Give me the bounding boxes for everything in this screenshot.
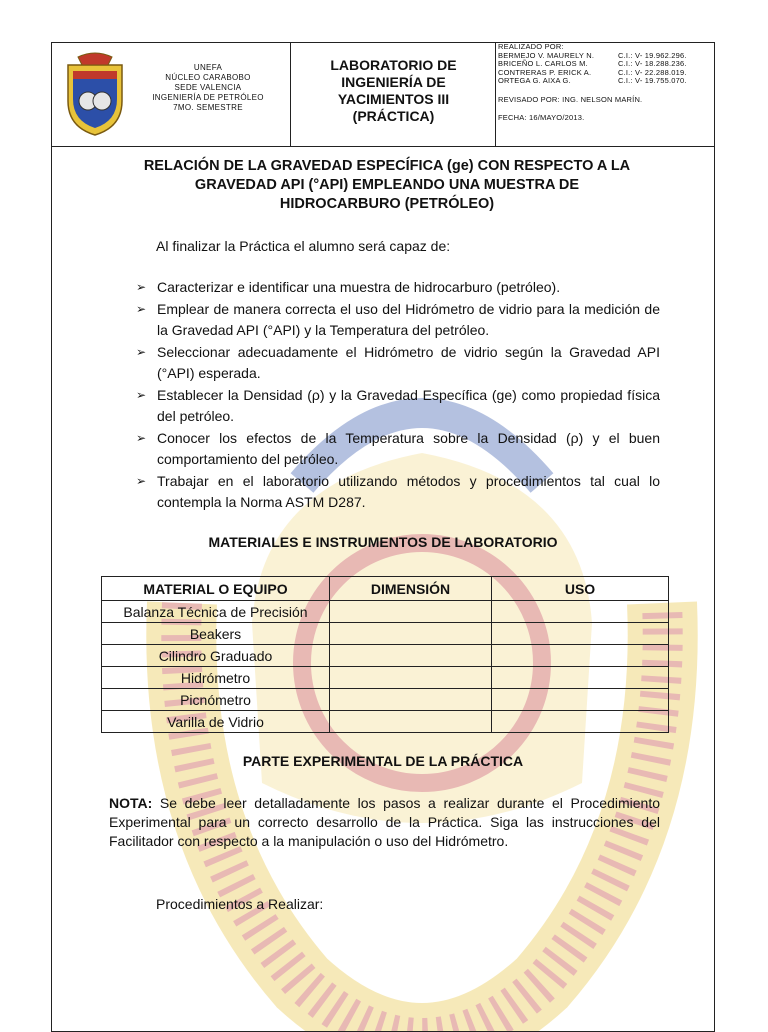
material-cell: Varilla de Vidrio — [102, 711, 330, 733]
author-id: C.I.: V- 19.962.296. — [618, 50, 687, 60]
objectives-intro: Al finalizar la Práctica el alumno será capaz de: — [156, 238, 451, 254]
objective-text: Establecer la Densidad (ρ) y la Gravedad Específica (ge) como propiedad física del petróleo. — [157, 386, 660, 424]
header-title-cell — [291, 43, 496, 146]
practice-title-line: GRAVEDAD API (°API) EMPLEANDO UNA MUESTRA DE — [194, 177, 580, 193]
author-row — [498, 77, 712, 86]
dimension-cell — [330, 667, 492, 689]
author-name: CONTRERAS P. ERICK A. — [498, 67, 592, 77]
author-id: C.I.: V- 19.755.070. — [618, 76, 687, 85]
document-header — [52, 43, 714, 147]
nota-label: NOTA: — [109, 795, 153, 811]
table-row — [102, 667, 669, 689]
use-cell — [492, 689, 669, 711]
dimension-cell — [330, 601, 492, 623]
objective-text: Emplear de manera correcta el uso del Hidrómetro de vidrio para la medición de la Gravedad API (°API) y la Temperatura del petróleo. — [157, 300, 660, 338]
use-cell — [492, 667, 669, 689]
objectives-list — [136, 277, 660, 514]
table-row — [102, 601, 669, 623]
practice-title-line: RELACIÓN DE LA GRAVEDAD ESPECÍFICA (ge) CON RESPECTO A LA — [143, 158, 631, 174]
header-info — [498, 43, 712, 123]
nota-text: Se debe leer detalladamente los pasos a realizar durante el Procedimiento Experimental para un correcto desarrollo de la Práctica. Siga las instrucciones del Facilitador con respecto a la manipulación o uso del Hidrómetro. — [109, 795, 660, 849]
objective-text: Caracterizar e identificar una muestra de hidrocarburo (petróleo). — [157, 279, 561, 295]
practice-title-line: HIDROCARBURO (PETRÓLEO) — [279, 196, 495, 212]
lab-title-line: INGENIERÍA DE — [341, 74, 446, 90]
objective-item — [136, 385, 660, 428]
column-header-material: MATERIAL O EQUIPO — [102, 577, 330, 601]
arrow-bullet-icon: ➢ — [136, 280, 147, 294]
institution-line: INGENIERÍA DE PETRÓLEO — [152, 93, 264, 102]
lab-title-line: YACIMIENTOS III — [337, 91, 450, 107]
author-name: BRICEÑO L. CARLOS M. — [498, 59, 588, 68]
dimension-cell — [330, 645, 492, 667]
procedures-heading: Procedimientos a Realizar: — [156, 896, 324, 912]
dimension-cell — [330, 689, 492, 711]
objective-text: Conocer los efectos de la Temperatura sobre la Densidad (ρ) y el buen comportamiento del petróleo. — [157, 429, 660, 467]
arrow-bullet-icon: ➢ — [136, 301, 147, 316]
material-cell: Cilindro Graduado — [102, 645, 330, 667]
institution-line: 7MO. SEMESTRE — [173, 103, 243, 112]
material-cell: Balanza Técnica de Precisión — [102, 601, 330, 623]
arrow-bullet-icon: ➢ — [136, 344, 147, 359]
header-info-cell — [496, 43, 714, 146]
objective-item — [136, 471, 660, 514]
use-cell — [492, 623, 669, 645]
dimension-cell — [330, 711, 492, 733]
column-header-dimension: DIMENSIÓN — [330, 577, 492, 601]
author-id: C.I.: V- 22.288.019. — [618, 67, 687, 77]
column-header-use: USO — [492, 577, 669, 601]
unefa-crest-icon — [62, 51, 128, 137]
institution-line: NÚCLEO CARABOBO — [165, 73, 251, 82]
material-cell: Picnómetro — [102, 689, 330, 711]
experimental-section-title: PARTE EXPERIMENTAL DE LA PRÁCTICA — [242, 753, 524, 769]
objective-item — [136, 428, 660, 471]
reviewed-by: REVISADO POR: ING. NELSON MARÍN. — [498, 94, 643, 104]
arrow-bullet-icon: ➢ — [136, 430, 147, 445]
objective-text: Seleccionar adecuadamente el Hidrómetro de vidrio según la Gravedad API (°API) esperada. — [157, 343, 660, 381]
use-cell — [492, 645, 669, 667]
institution-line: UNEFA — [193, 63, 223, 72]
author-name: BERMEJO V. MAURELY N. — [498, 50, 595, 60]
objective-item — [136, 342, 660, 385]
material-cell: Hidrómetro — [102, 667, 330, 689]
lab-title-line: LABORATORIO DE — [330, 57, 457, 73]
header-institution-cell — [52, 43, 291, 146]
document-date: FECHA: 16/MAYO/2013. — [498, 113, 585, 122]
lab-title-line: (PRÁCTICA) — [352, 108, 435, 124]
use-cell — [492, 711, 669, 733]
table-row — [102, 623, 669, 645]
dimension-cell — [330, 623, 492, 645]
made-by-label: REALIZADO POR: — [498, 42, 564, 51]
lab-title — [291, 57, 496, 125]
author-name: ORTEGA G. AIXA G. — [498, 76, 571, 85]
objective-text: Trabajar en el laboratorio utilizando métodos y procedimientos tal cual lo contempla la Norma ASTM D287. — [157, 472, 660, 510]
institution-line: SEDE VALENCIA — [174, 83, 242, 92]
material-cell: Beakers — [102, 623, 330, 645]
table-row — [102, 711, 669, 733]
materials-table — [101, 576, 669, 733]
institution-block — [128, 63, 288, 113]
author-id: C.I.: V- 18.288.236. — [618, 59, 687, 68]
objective-item — [136, 277, 660, 299]
table-row — [102, 645, 669, 667]
page-frame — [51, 42, 715, 1032]
nota-paragraph — [109, 794, 660, 851]
table-header-row — [102, 577, 669, 601]
materials-section-title: MATERIALES E INSTRUMENTOS DE LABORATORIO — [208, 534, 558, 550]
arrow-bullet-icon: ➢ — [136, 473, 147, 488]
arrow-bullet-icon: ➢ — [136, 387, 147, 402]
objective-item — [136, 299, 660, 342]
use-cell — [492, 601, 669, 623]
practice-title — [112, 157, 662, 214]
table-row — [102, 689, 669, 711]
